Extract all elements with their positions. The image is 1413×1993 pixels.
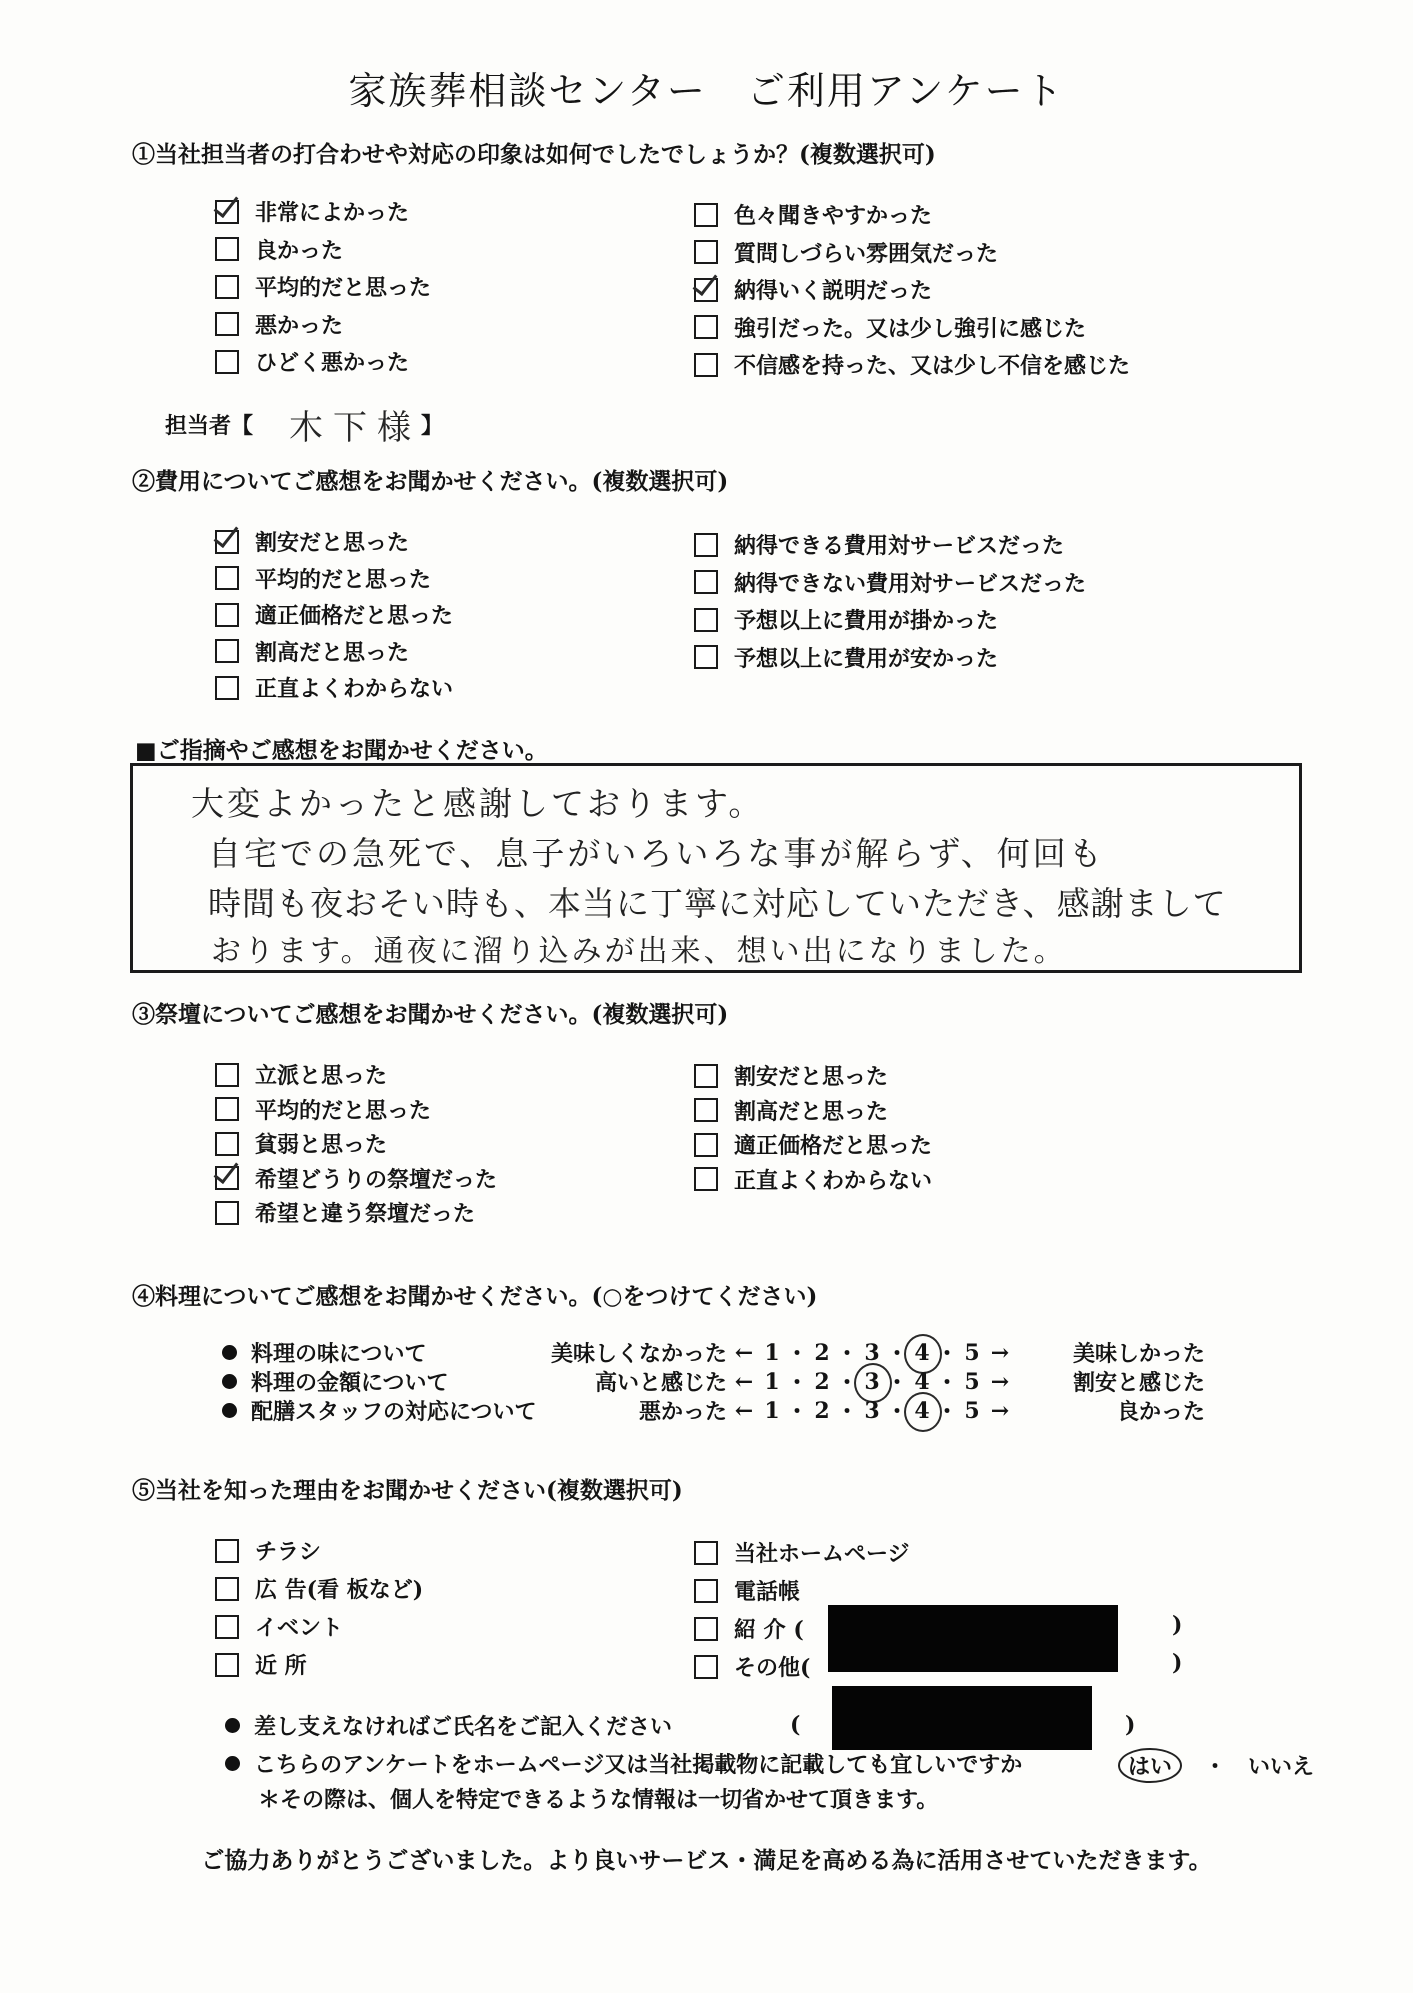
other-close-paren: ): [1172, 1650, 1183, 1676]
q1-heading: ①当社担当者の打合わせや対応の印象は如何でしたでしょうか？(複数選択可): [132, 141, 936, 168]
option-label: 立派と思った: [255, 1063, 388, 1089]
checkbox[interactable]: [215, 350, 239, 374]
checkbox[interactable]: [694, 645, 718, 669]
comments-heading: ■ご指摘やご感想をお聞かせください。: [135, 737, 548, 764]
arrow-right-icon: →: [990, 1397, 1010, 1424]
option-label: 悪かった: [255, 312, 344, 339]
rating-item: [222, 1395, 537, 1426]
scale-separator: ・: [786, 1370, 809, 1396]
checkbox[interactable]: [694, 315, 718, 339]
bullet-icon: [225, 1756, 240, 1771]
option-label: 貧弱と思った: [255, 1132, 388, 1158]
option-row: [215, 1128, 387, 1159]
scale-number-selected[interactable]: 4: [908, 1398, 936, 1424]
checkbox[interactable]: [694, 1617, 718, 1641]
option-label: イベント: [255, 1615, 344, 1641]
option-row: [694, 1537, 910, 1568]
publish-yes[interactable]: はい: [1118, 1748, 1182, 1783]
option-row: [694, 199, 932, 230]
redacted-name-field[interactable]: [832, 1686, 1092, 1750]
rating-label: 料理の味について: [251, 1341, 427, 1367]
q3-heading: ③祭壇についてご感想をお聞かせください。(複数選択可): [132, 1001, 729, 1028]
checkbox[interactable]: [694, 1579, 718, 1603]
comment-line: 自宅での急死で、息子がいろいろな事が解らず、何回も: [208, 834, 1105, 873]
checkbox[interactable]: [694, 203, 718, 227]
scale-number[interactable]: 1: [764, 1368, 780, 1395]
option-label: 予想以上に費用が掛かった: [734, 608, 999, 634]
option-label: 割安だと思った: [734, 1064, 889, 1090]
option-row: [215, 563, 431, 594]
staff-label: 担当者【: [165, 413, 254, 439]
rating-low-label: 高いと感じた: [594, 1370, 727, 1396]
checkbox[interactable]: [694, 608, 718, 632]
arrow-left-icon: ←: [734, 1339, 754, 1366]
scale-number[interactable]: 3: [864, 1397, 880, 1424]
option-label: 割安だと思った: [255, 530, 410, 556]
rating-scale: [730, 1395, 1014, 1426]
scale-separator: ・: [836, 1399, 859, 1425]
option-label: 不信感を持った、又は少し不信を感じた: [734, 353, 1131, 379]
checkbox[interactable]: [694, 1541, 718, 1565]
referral-close-paren: ): [1172, 1612, 1183, 1638]
q2-heading: ②費用についてご感想をお聞かせください。(複数選択可): [132, 468, 729, 495]
redacted-referral: [828, 1605, 1118, 1672]
option-label: 割高だと思った: [255, 639, 410, 666]
scale-number[interactable]: 5: [964, 1339, 980, 1366]
scale-separator: ・: [936, 1370, 959, 1396]
option-row: [694, 274, 932, 305]
checkbox[interactable]: [215, 1539, 239, 1563]
rating-item: [222, 1337, 427, 1368]
option-row: [215, 1573, 423, 1604]
comments-box[interactable]: [130, 763, 1302, 973]
publish-label: こちらのアンケートをホームページ又は当社掲載物に記載しても宜しいですか: [254, 1752, 1023, 1778]
name-open-paren: (: [790, 1712, 801, 1738]
scale-number[interactable]: 1: [764, 1339, 780, 1366]
name-label: 差し支えなければご氏名をご記入ください: [254, 1714, 673, 1740]
option-row: [694, 642, 998, 673]
publish-no[interactable]: いいえ: [1248, 1754, 1315, 1780]
staff-close: 】: [421, 413, 444, 439]
option-row: [694, 604, 998, 635]
comment-line: 時間も夜おそい時も、本当に丁寧に対応していただき、感謝まして: [208, 884, 1227, 923]
checkbox[interactable]: [215, 1577, 239, 1601]
q4-heading: ④料理についてご感想をお聞かせください。(○をつけてください): [132, 1283, 818, 1310]
option-row: [215, 346, 409, 377]
checkbox[interactable]: [215, 1097, 239, 1121]
option-label: 予想以上に費用が安かった: [734, 645, 999, 672]
option-label: 納得できる費用対サービスだった: [734, 533, 1065, 559]
checkbox[interactable]: [694, 240, 718, 264]
option-row: [694, 1575, 800, 1606]
option-row: [215, 309, 343, 340]
scale-separator: ・: [936, 1341, 959, 1367]
option-label: 希望と違う祭壇だった: [255, 1201, 476, 1227]
checkbox[interactable]: [694, 533, 718, 557]
checkbox-checked[interactable]: [694, 278, 718, 302]
footer-message: ご協力ありがとうございました。より良いサービス・満足を高める為に活用させていただきます。: [201, 1847, 1212, 1874]
option-row: [215, 1094, 431, 1125]
checkbox[interactable]: [694, 1133, 718, 1157]
checkbox[interactable]: [215, 275, 239, 299]
option-row: [215, 636, 409, 667]
name-close-paren: ): [1125, 1712, 1136, 1738]
scale-number[interactable]: 2: [814, 1368, 830, 1395]
checkbox[interactable]: [215, 1201, 239, 1225]
checkbox-checked[interactable]: [215, 530, 239, 554]
staff-row: [165, 400, 443, 449]
option-row: [694, 1129, 932, 1160]
checkbox[interactable]: [215, 1063, 239, 1087]
option-row: [694, 1164, 932, 1195]
checkbox[interactable]: [215, 1653, 239, 1677]
option-label: 平均的だと思った: [255, 1097, 432, 1124]
scale-number-selected[interactable]: 4: [908, 1340, 936, 1366]
option-label: 近 所: [255, 1653, 307, 1679]
rating-low-label: 美味しくなかった: [550, 1341, 727, 1367]
name-row: [225, 1710, 672, 1741]
publish-choices: [1118, 1748, 1314, 1783]
option-row: [215, 271, 431, 302]
option-row: [215, 526, 409, 557]
rating-high-label: 美味しかった: [1072, 1341, 1205, 1367]
scale-separator: ・: [836, 1341, 859, 1367]
checkbox[interactable]: [694, 1655, 718, 1679]
q5-heading: ⑤当社を知った理由をお聞かせください(複数選択可): [132, 1477, 683, 1504]
option-row: [694, 567, 1086, 598]
option-row: [694, 1613, 804, 1644]
scale-separator: ・: [936, 1399, 959, 1425]
option-label: その他(: [734, 1655, 811, 1681]
arrow-right-icon: →: [990, 1368, 1010, 1395]
option-label: 紹 介 (: [734, 1617, 804, 1643]
checkbox[interactable]: [694, 570, 718, 594]
option-row: [215, 1197, 475, 1228]
scale-separator: ・: [836, 1370, 859, 1396]
option-row: [215, 1059, 387, 1090]
scale-number-selected[interactable]: 3: [858, 1369, 886, 1395]
rating-scale: [730, 1366, 1014, 1397]
option-row: [215, 234, 343, 265]
option-row: [215, 599, 453, 630]
checkbox[interactable]: [215, 566, 239, 590]
option-label: 割高だと思った: [734, 1098, 889, 1125]
arrow-right-icon: →: [990, 1339, 1010, 1366]
option-row: [694, 529, 1064, 560]
publish-separator: ・: [1204, 1754, 1227, 1780]
bullet-icon: [222, 1403, 237, 1418]
option-label: 適正価格だと思った: [734, 1133, 933, 1159]
comment-line: 大変よかったと感謝しております。: [191, 784, 765, 823]
option-row: [215, 1649, 307, 1680]
arrow-left-icon: ←: [734, 1368, 754, 1395]
option-row: [694, 1095, 888, 1126]
checkbox[interactable]: [694, 1064, 718, 1088]
option-row: [215, 1163, 497, 1194]
bullet-icon: [225, 1718, 240, 1733]
option-label: 正直よくわからない: [734, 1167, 933, 1194]
scale-number[interactable]: 3: [864, 1339, 880, 1366]
rating-low-label: 悪かった: [638, 1399, 727, 1425]
option-label: 適正価格だと思った: [255, 603, 454, 629]
comment-line: おります。通夜に溜り込みが出来、想い出になりました。: [211, 934, 1067, 969]
option-label: 広 告(看 板など): [255, 1577, 424, 1603]
bullet-icon: [222, 1345, 237, 1360]
scale-separator: ・: [786, 1399, 809, 1425]
option-label: 平均的だと思った: [255, 566, 432, 593]
checkbox[interactable]: [215, 312, 239, 336]
staff-name[interactable]: 木下様: [289, 408, 422, 448]
checkbox-checked[interactable]: [215, 1166, 239, 1190]
bullet-icon: [222, 1374, 237, 1389]
option-label: 当社ホームページ: [734, 1541, 910, 1567]
option-label: 納得いく説明だった: [734, 278, 933, 304]
option-row: [694, 1060, 888, 1091]
rating-item: [222, 1366, 449, 1397]
scale-separator: ・: [786, 1341, 809, 1367]
privacy-note: ＊その際は、個人を特定できるような情報は一切省かせて頂きます。: [258, 1787, 939, 1813]
option-row: [694, 349, 1130, 380]
checkbox[interactable]: [694, 1167, 718, 1191]
option-label: 電話帳: [734, 1579, 801, 1605]
option-label: チラシ: [255, 1539, 322, 1565]
option-row: [215, 1535, 321, 1566]
option-label: 質問しづらい雰囲気だった: [734, 240, 999, 267]
scale-number[interactable]: 1: [764, 1397, 780, 1424]
option-label: 希望どうりの祭壇だった: [255, 1166, 498, 1193]
option-row: [694, 312, 1086, 343]
option-label: 平均的だと思った: [255, 275, 432, 301]
checkbox[interactable]: [215, 603, 239, 627]
rating-high-label: 良かった: [1116, 1399, 1205, 1425]
option-label: 正直よくわからない: [255, 676, 454, 702]
checkbox[interactable]: [694, 353, 718, 377]
scale-number[interactable]: 2: [814, 1397, 830, 1424]
option-label: ひどく悪かった: [255, 350, 410, 376]
publish-row: [225, 1748, 1022, 1779]
arrow-left-icon: ←: [734, 1397, 754, 1424]
checkbox[interactable]: [215, 1132, 239, 1156]
option-row: [694, 1651, 810, 1682]
option-label: 納得できない費用対サービスだった: [734, 570, 1087, 597]
option-row: [215, 196, 409, 227]
scale-number[interactable]: 5: [964, 1397, 980, 1424]
scale-separator: ・: [886, 1341, 909, 1367]
option-label: 良かった: [255, 237, 344, 264]
scale-separator: ・: [886, 1399, 909, 1425]
checkbox[interactable]: [215, 639, 239, 663]
scale-number[interactable]: 4: [914, 1368, 930, 1395]
checkbox-checked[interactable]: [215, 200, 239, 224]
scale-separator: ・: [886, 1370, 909, 1396]
option-label: 非常によかった: [255, 200, 410, 226]
option-row: [215, 672, 453, 703]
checkbox[interactable]: [215, 676, 239, 700]
rating-label: 料理の金額について: [251, 1370, 449, 1396]
rating-label: 配膳スタッフの対応について: [251, 1399, 537, 1425]
page-title: 家族葬相談センター ご利用アンケート: [348, 69, 1065, 113]
option-label: 強引だった。又は少し強引に感じた: [734, 315, 1087, 342]
checkbox[interactable]: [694, 1098, 718, 1122]
scale-number[interactable]: 5: [964, 1368, 980, 1395]
checkbox[interactable]: [215, 237, 239, 261]
option-row: [694, 237, 998, 268]
scale-number[interactable]: 2: [814, 1339, 830, 1366]
option-label: 色々聞きやすかった: [734, 203, 933, 229]
option-row: [215, 1611, 343, 1642]
rating-high-label: 割安と感じた: [1072, 1370, 1205, 1396]
checkbox[interactable]: [215, 1615, 239, 1639]
